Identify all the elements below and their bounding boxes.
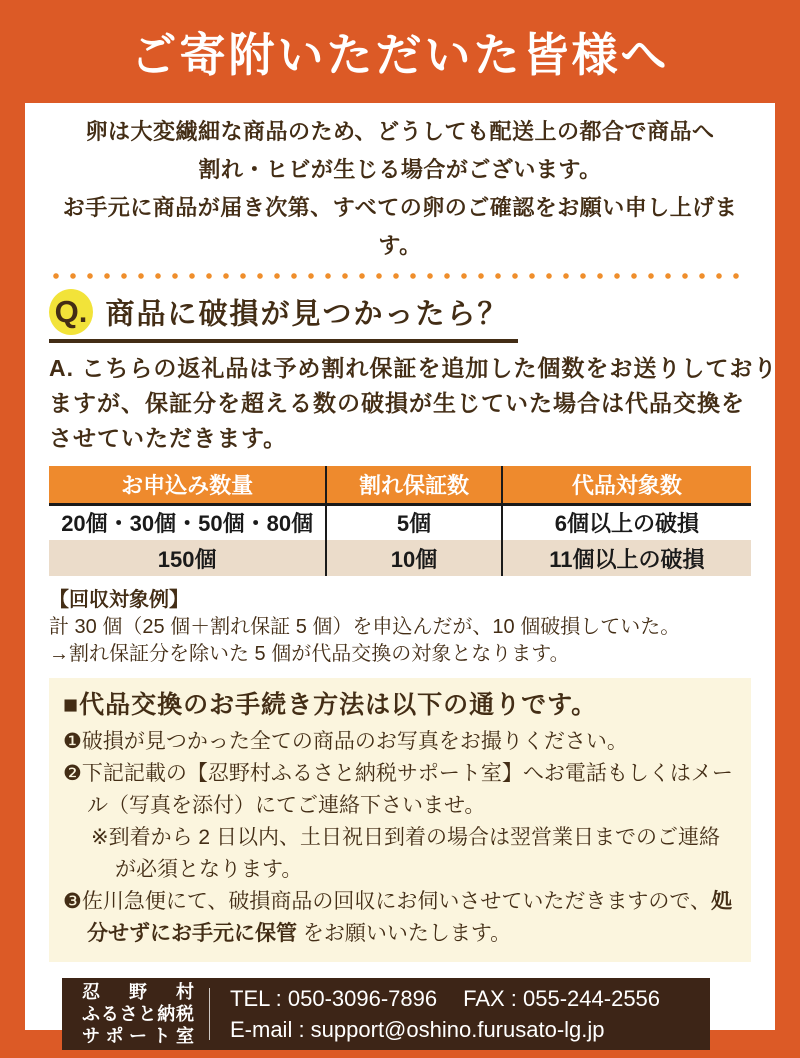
step-3-number-icon: ❸ xyxy=(63,890,82,913)
example-line: 計 30 個（25 個＋割れ保証 5 個）を申込んだが、10 個破損していた。 xyxy=(49,616,681,638)
org-name-line: ふるさと納税 xyxy=(82,1004,194,1024)
table-header-row xyxy=(49,466,751,504)
step-3-bold-text: 処分せずにお手元に保管 xyxy=(87,890,732,945)
procedure-title: ■代品交換のお手続き方法は以下の通りです。 xyxy=(63,691,598,719)
email-address: E-mail : support@oshino.furusato-lg.jp xyxy=(230,1017,605,1042)
question-text: 商品に破損が見つかったら？ xyxy=(105,298,509,331)
guarantee-table xyxy=(49,466,751,576)
title-band xyxy=(0,0,800,103)
answer-text xyxy=(49,351,778,456)
col-header-replacement-target: 代品対象数 xyxy=(502,466,751,504)
q-highlight-badge: Q. xyxy=(49,289,93,335)
procedure-step-1 xyxy=(63,726,737,758)
procedure-step-3 xyxy=(63,886,737,950)
dotted-divider xyxy=(53,273,747,279)
intro-line: お手元に商品が届き次第、すべての卵のご確認をお願い申し上げます。 xyxy=(62,195,738,258)
step-3-text-end: をお願いいたします。 xyxy=(297,922,512,945)
cell-replacement-target: 11個以上の破損 xyxy=(502,540,751,576)
cell-breakage-guarantee: 10個 xyxy=(326,540,502,576)
question-section xyxy=(49,289,751,343)
cell-replacement-target: 6個以上の破損 xyxy=(502,504,751,540)
contact-box xyxy=(62,978,710,1050)
support-office-name xyxy=(82,981,194,1047)
col-header-breakage-guarantee: 割れ保証数 xyxy=(326,466,502,504)
col-header-order-quantity: お申込み数量 xyxy=(49,466,326,504)
example-title: 【回収対象例】 xyxy=(49,589,189,611)
step-2-number-icon: ❷ xyxy=(63,762,82,785)
procedure-step-2-note: ※到着から 2 日以内、土日祝日到着の場合は翌営業日までのご連絡が必須となります。 xyxy=(91,826,720,881)
intro-line: 割れ・ヒビが生じる場合がございます。 xyxy=(198,157,602,182)
vertical-divider xyxy=(209,988,210,1040)
org-name-line: 忍野村 xyxy=(82,982,194,1002)
table-row xyxy=(49,540,751,576)
answer-line: させていただきます。 xyxy=(49,425,288,451)
org-name-line: サポート室 xyxy=(82,1026,194,1046)
answer-line: ますが、保証分を超える数の破損が生じていた場合は代品交換を xyxy=(49,390,745,416)
procedure-steps xyxy=(63,726,737,950)
table-row xyxy=(49,504,751,540)
intro-text xyxy=(49,113,751,265)
contact-info xyxy=(230,983,660,1045)
cell-order-quantity: 20個・30個・50個・80個 xyxy=(61,511,314,537)
collection-example-section xyxy=(49,586,751,668)
page-title: ご寄附いただいた皆様へ xyxy=(130,28,670,81)
phone-row xyxy=(230,983,660,1014)
content-panel xyxy=(25,103,778,1046)
example-line: →割れ保証分を除いた 5 個が代品交換の対象となります。 xyxy=(49,643,570,665)
step-2-text: 下記記載の【忍野村ふるさと納税サポート室】へお電話もしくはメール（写真を添付）にてご連絡下さいませ。 xyxy=(81,762,733,817)
procedure-step-2 xyxy=(63,758,737,822)
step-3-text: 佐川急便にて、破損商品の回収にお伺いさせていただきますので、 xyxy=(81,890,711,913)
tel-number: TEL : 050-3096-7896 xyxy=(230,986,438,1011)
step-1-number-icon: ❶ xyxy=(63,730,82,753)
answer-line: A. こちらの返礼品は予め割れ保証を追加した個数をお送りしており xyxy=(49,355,778,381)
replacement-procedure-box xyxy=(49,678,751,962)
cell-breakage-guarantee: 5個 xyxy=(326,504,502,540)
step-1-text: 破損が見つかった全ての商品のお写真をお撮りください。 xyxy=(81,730,628,753)
intro-line: 卵は大変繊細な商品のため、どうしても配送上の都合で商品へ xyxy=(85,119,715,144)
cell-order-quantity: 150個 xyxy=(49,540,326,576)
fax-number: FAX : 055-244-2556 xyxy=(463,986,661,1011)
question-heading xyxy=(49,289,518,343)
